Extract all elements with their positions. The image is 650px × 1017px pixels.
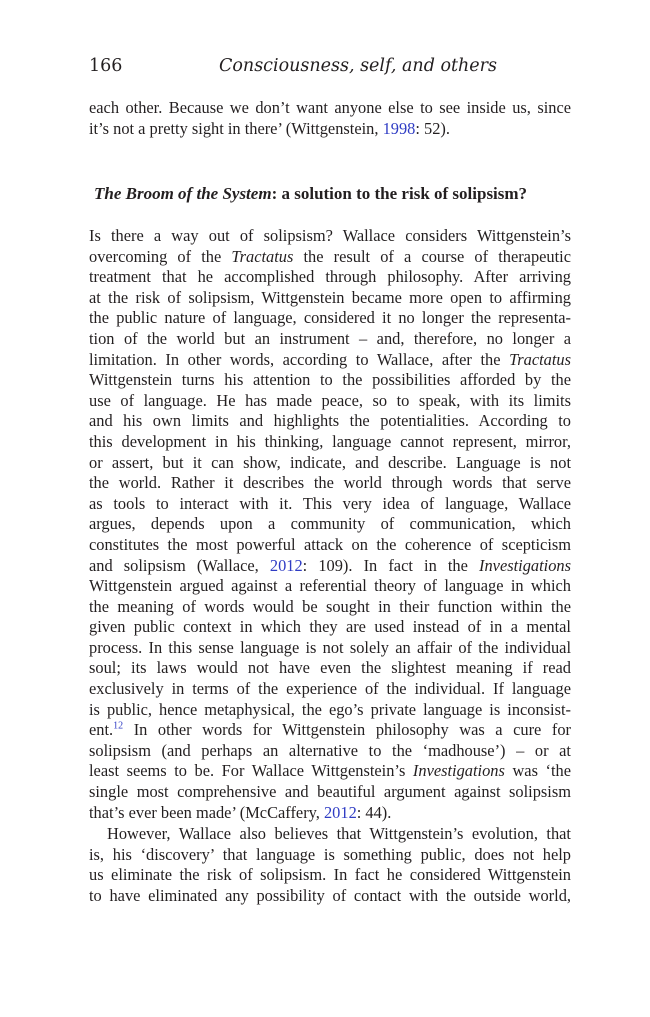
text-line: tion of the world but an instrument – and, therefore, no longer a (89, 328, 571, 348)
paragraph-1 (89, 226, 571, 823)
text-line: at the risk of solipsism, Wittgenstein became more open to affirming (89, 287, 571, 307)
text-line: overcoming of the Tractatus the result of a course of therapeutic (89, 246, 571, 266)
text-line: exclusively in terms of the experience of the individual. If language (89, 679, 571, 699)
text-line: argues, depends upon a community of communication, which (89, 514, 571, 534)
text-line: soul; its laws would not have even the slightest meaning if read (89, 658, 571, 678)
text-line: the public nature of language, considered it no longer the representa- (89, 308, 571, 328)
text-line: least seems to be. For Wallace Wittgenstein’s Investigations was ‘the (89, 761, 571, 781)
text-line: and his own limits and highlights the potentialities. According to (89, 411, 571, 431)
heading-subtitle: : a solution to the risk of solipsism? (271, 184, 528, 203)
citation-link[interactable]: 2012 (323, 802, 357, 822)
text-line: Is there a way out of solipsism? Wallace considers Wittgenstein’s (89, 226, 571, 245)
text-line: limitation. In other words, according to Wallace, after the Tractatus (89, 349, 571, 369)
text-line: or assert, but it can show, indicate, and describe. Language is not (89, 452, 571, 472)
text-line: use of language. He has made peace, so to speak, with its limits (89, 390, 571, 410)
section-heading (94, 183, 574, 205)
text-line: the world. Rather it describes the world through words that serve (89, 473, 571, 493)
text-line: process. In this sense language is not solely an affair of the individual (89, 637, 571, 657)
text-line: and solipsism (Wallace, 2012: 109). In fact in the Investigations (89, 555, 571, 575)
text-line: this development in his thinking, language cannot represent, mirror, (89, 431, 571, 451)
text-line: Wittgenstein argued against a referential theory of language in which (89, 576, 571, 596)
citation-link[interactable]: 1998 (382, 118, 416, 138)
top-paragraph (89, 98, 571, 139)
text-line: that’s ever been made’ (McCaffery, 2012: 44). (89, 802, 392, 822)
citation-link[interactable]: 2012 (269, 555, 303, 575)
text-line: solipsism (and perhaps an alternative to the ‘madhouse’) – or at (89, 740, 571, 760)
footnote-marker[interactable]: 12 (113, 720, 124, 732)
text-line: each other. Because we don’t want anyone else to see inside us, since (89, 98, 571, 117)
text-line: it’s not a pretty sight in there’ (Wittgenstein, 1998: 52). (89, 118, 450, 138)
text-line: to have eliminated any possibility of contact with the outside world, (89, 885, 571, 905)
text-line: is public, hence metaphysical, the ego’s private language is inconsist- (89, 699, 571, 719)
text-line: as tools to interact with it. This very idea of language, Wallace (89, 493, 571, 513)
text-line: treatment that he accomplished through philosophy. After arriving (89, 267, 571, 287)
heading-book-title: The Broom of the System (94, 184, 272, 203)
text-line: us eliminate the risk of solipsism. In fact he considered Wittgenstein (89, 865, 571, 885)
text-line: However, Wallace also believes that Wittgenstein’s evolution, that (107, 824, 571, 843)
italic-title: Investigations (412, 761, 505, 781)
page-number: 166 (89, 56, 123, 76)
page-header (89, 56, 571, 80)
running-title: Consciousness, self, and others (219, 56, 498, 76)
text-line: given public context in which they are used instead of in a mental (89, 617, 571, 637)
text-line: single most comprehensive and beautiful argument against solipsism (89, 782, 571, 802)
italic-title: Tractatus (509, 349, 571, 369)
text-line: is, his ‘discovery’ that language is something public, does not help (89, 844, 571, 864)
text-line: Wittgenstein turns his attention to the possibilities afforded by the (89, 370, 571, 390)
text-line: the meaning of words would be sought in their function within the (89, 596, 571, 616)
italic-title: Tractatus (231, 246, 294, 266)
text-line: constitutes the most powerful attack on the coherence of scepticism (89, 534, 571, 554)
paragraph-2 (89, 824, 571, 906)
italic-title: Investigations (479, 555, 571, 575)
text-line: ent.$^{12}$ In other words for Wittgenstein philosophy was a cure for (89, 720, 571, 740)
